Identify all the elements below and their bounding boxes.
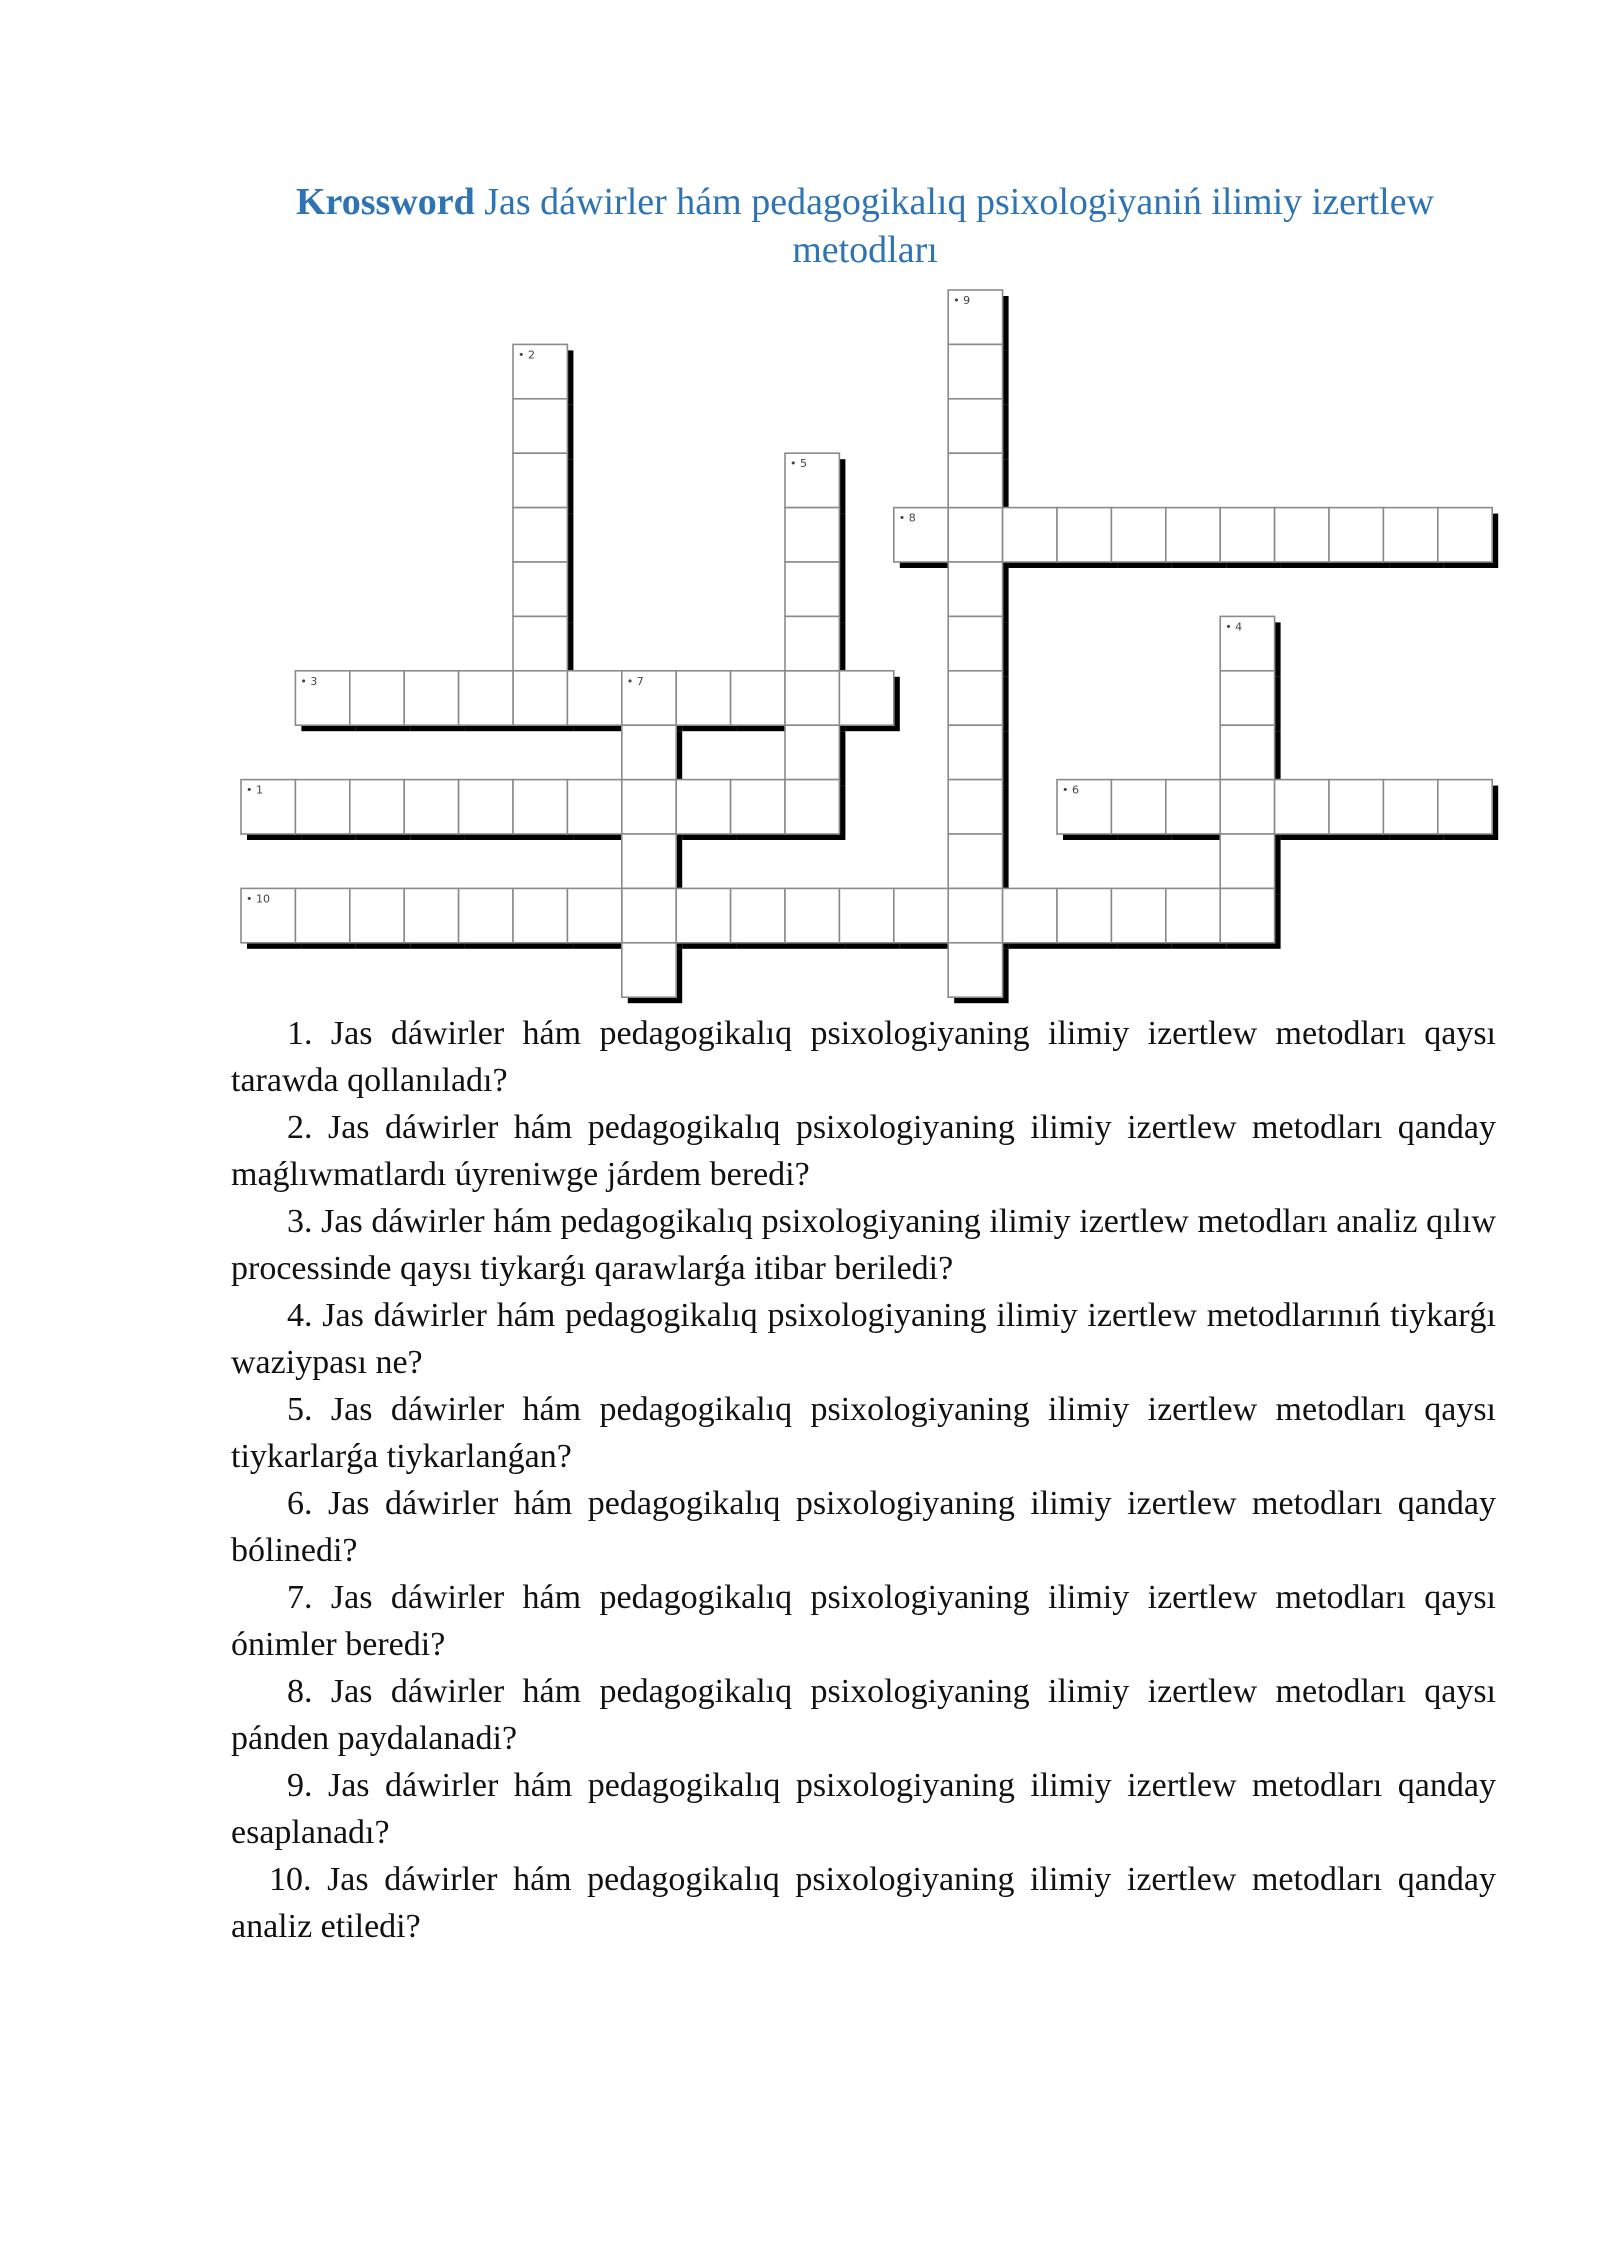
crossword-cell[interactable] [785, 562, 839, 616]
title-text: Jas dáwirler hám pedagogikalıq psixologiyaniń ilimiy izertlew metodları [474, 181, 1435, 271]
crossword-cell[interactable] [622, 725, 676, 779]
crossword-cell[interactable] [1438, 508, 1492, 562]
crossword-cell[interactable] [1057, 888, 1111, 942]
crossword-cell[interactable] [948, 780, 1002, 834]
crossword-cell[interactable] [404, 671, 458, 725]
crossword-cell[interactable] [622, 943, 676, 997]
crossword-cell[interactable] [567, 671, 621, 725]
clue-number-4: • 4 [1225, 620, 1243, 634]
question-7: 7. Jas dáwirler hám pedagogikalıq psixologiyaning ilimiy izertlew metodları qaysı ónimler beredi? [231, 1579, 1496, 1663]
clue-number-10: • 10 [246, 892, 270, 906]
crossword-cell[interactable] [567, 780, 621, 834]
crossword-cell[interactable] [350, 671, 404, 725]
crossword-cell[interactable] [1220, 888, 1274, 942]
questions-list [231, 1010, 1496, 1950]
crossword-cell[interactable] [785, 888, 839, 942]
crossword-cell[interactable] [350, 888, 404, 942]
crossword-cell[interactable] [459, 780, 513, 834]
crossword-cell[interactable] [948, 453, 1002, 507]
crossword-cell[interactable] [948, 943, 1002, 997]
clue-number-5: • 5 [790, 457, 807, 471]
question-2: 2. Jas dáwirler hám pedagogikalıq psixologiyaning ilimiy izertlew metodları qanday maǵlıwmatlardı úyreniwge járdem beredi? [231, 1109, 1496, 1193]
clue-number-6: • 6 [1062, 783, 1079, 797]
clue-number-9: • 9 [953, 294, 971, 307]
crossword-cell[interactable] [1003, 888, 1057, 942]
crossword-cell[interactable] [839, 671, 893, 725]
crossword-cell[interactable] [785, 508, 839, 562]
crossword-cell[interactable] [1438, 780, 1492, 834]
crossword-cell[interactable] [1057, 508, 1111, 562]
crossword-cell[interactable] [1220, 725, 1274, 779]
crossword-cell[interactable] [513, 453, 567, 507]
crossword-cell[interactable] [1111, 508, 1165, 562]
crossword-cell[interactable] [622, 888, 676, 942]
crossword-cell[interactable] [785, 671, 839, 725]
clue-number-3: • 3 [300, 674, 318, 688]
crossword-cell[interactable] [622, 834, 676, 888]
crossword-cell[interactable] [894, 888, 948, 942]
clue-number-1: • 1 [246, 783, 263, 797]
crossword-cell[interactable] [404, 780, 458, 834]
question-1: 1. Jas dáwirler hám pedagogikalıq psixologiyaning ilimiy izertlew metodları qaysı tarawda qollanıladı? [231, 1015, 1496, 1099]
crossword-cell[interactable] [948, 399, 1002, 453]
crossword-cell[interactable] [1220, 834, 1274, 888]
crossword-cell[interactable] [1166, 780, 1220, 834]
question-8: 8. Jas dáwirler hám pedagogikalıq psixologiyaning ilimiy izertlew metodları qaysı pánden paydalanadi? [231, 1673, 1496, 1757]
crossword-cell[interactable] [350, 780, 404, 834]
question-5: 5. Jas dáwirler hám pedagogikalıq psixologiyaning ilimiy izertlew metodları qaysı tiykarlarǵa tiykarlanǵan? [231, 1391, 1496, 1475]
crossword-cell[interactable] [948, 562, 1002, 616]
question-3: 3. Jas dáwirler hám pedagogikalıq psixologiyaning ilimiy izertlew metodları analiz qılıw processinde qaysı tiykarǵı qarawlarǵa itibar beriledi? [231, 1203, 1496, 1287]
crossword-cell[interactable] [622, 780, 676, 834]
crossword-cell[interactable] [1003, 508, 1057, 562]
crossword-cell[interactable] [676, 888, 730, 942]
crossword-cell[interactable] [513, 508, 567, 562]
crossword-cell[interactable] [948, 834, 1002, 888]
crossword-cell[interactable] [676, 671, 730, 725]
crossword-cell[interactable] [1383, 780, 1437, 834]
crossword-cell[interactable] [948, 725, 1002, 779]
title-bold: Krossword [295, 181, 475, 223]
clue-number-2: • 2 [518, 348, 535, 362]
crossword-cell[interactable] [513, 562, 567, 616]
crossword-cell[interactable] [1329, 508, 1383, 562]
crossword-cell[interactable] [676, 780, 730, 834]
crossword-cell[interactable] [785, 725, 839, 779]
crossword-cell[interactable] [785, 780, 839, 834]
crossword-cell[interactable] [513, 616, 567, 670]
crossword-cell[interactable] [404, 888, 458, 942]
crossword-cell[interactable] [567, 888, 621, 942]
crossword-cell[interactable] [731, 671, 785, 725]
crossword-cell[interactable] [1166, 888, 1220, 942]
clue-number-8: • 8 [898, 511, 916, 525]
crossword-cell[interactable] [513, 671, 567, 725]
question-6: 6. Jas dáwirler hám pedagogikalıq psixologiyaning ilimiy izertlew metodları qanday bólinedi? [231, 1485, 1496, 1569]
crossword-cell[interactable] [459, 888, 513, 942]
crossword-cell[interactable] [513, 399, 567, 453]
crossword-cell[interactable] [948, 671, 1002, 725]
crossword-cell[interactable] [948, 344, 1002, 398]
crossword-grid [0, 0, 1600, 1010]
crossword-cell[interactable] [948, 616, 1002, 670]
crossword-cell[interactable] [731, 888, 785, 942]
crossword-cell[interactable] [1383, 508, 1437, 562]
crossword-cell[interactable] [948, 888, 1002, 942]
question-4: 4. Jas dáwirler hám pedagogikalıq psixologiyaning ilimiy izertlew metodlarınıń tiykarǵı waziypası ne? [231, 1297, 1496, 1381]
crossword-cell[interactable] [459, 671, 513, 725]
crossword-cell[interactable] [1220, 508, 1274, 562]
crossword-cell[interactable] [295, 888, 349, 942]
question-9: 9. Jas dáwirler hám pedagogikalıq psixologiyaning ilimiy izertlew metodları qanday esaplanadı? [231, 1767, 1496, 1851]
crossword-cell[interactable] [1220, 671, 1274, 725]
crossword-cell[interactable] [513, 888, 567, 942]
crossword-cell[interactable] [1275, 780, 1329, 834]
crossword-cell[interactable] [1329, 780, 1383, 834]
question-10: 10. Jas dáwirler hám pedagogikalıq psixologiyaning ilimiy izertlew metodları qanday analiz etiledi? [231, 1861, 1496, 1945]
crossword-cell[interactable] [1220, 780, 1274, 834]
crossword-cell[interactable] [1166, 508, 1220, 562]
crossword-cell[interactable] [513, 780, 567, 834]
crossword-cell[interactable] [1111, 888, 1165, 942]
crossword-cell[interactable] [731, 780, 785, 834]
crossword-cell[interactable] [948, 508, 1002, 562]
clue-number-7: • 7 [626, 674, 644, 688]
crossword-cell[interactable] [785, 616, 839, 670]
crossword-cell[interactable] [839, 888, 893, 942]
crossword-cell[interactable] [1275, 508, 1329, 562]
crossword-cell[interactable] [1111, 780, 1165, 834]
crossword-cell[interactable] [295, 780, 349, 834]
